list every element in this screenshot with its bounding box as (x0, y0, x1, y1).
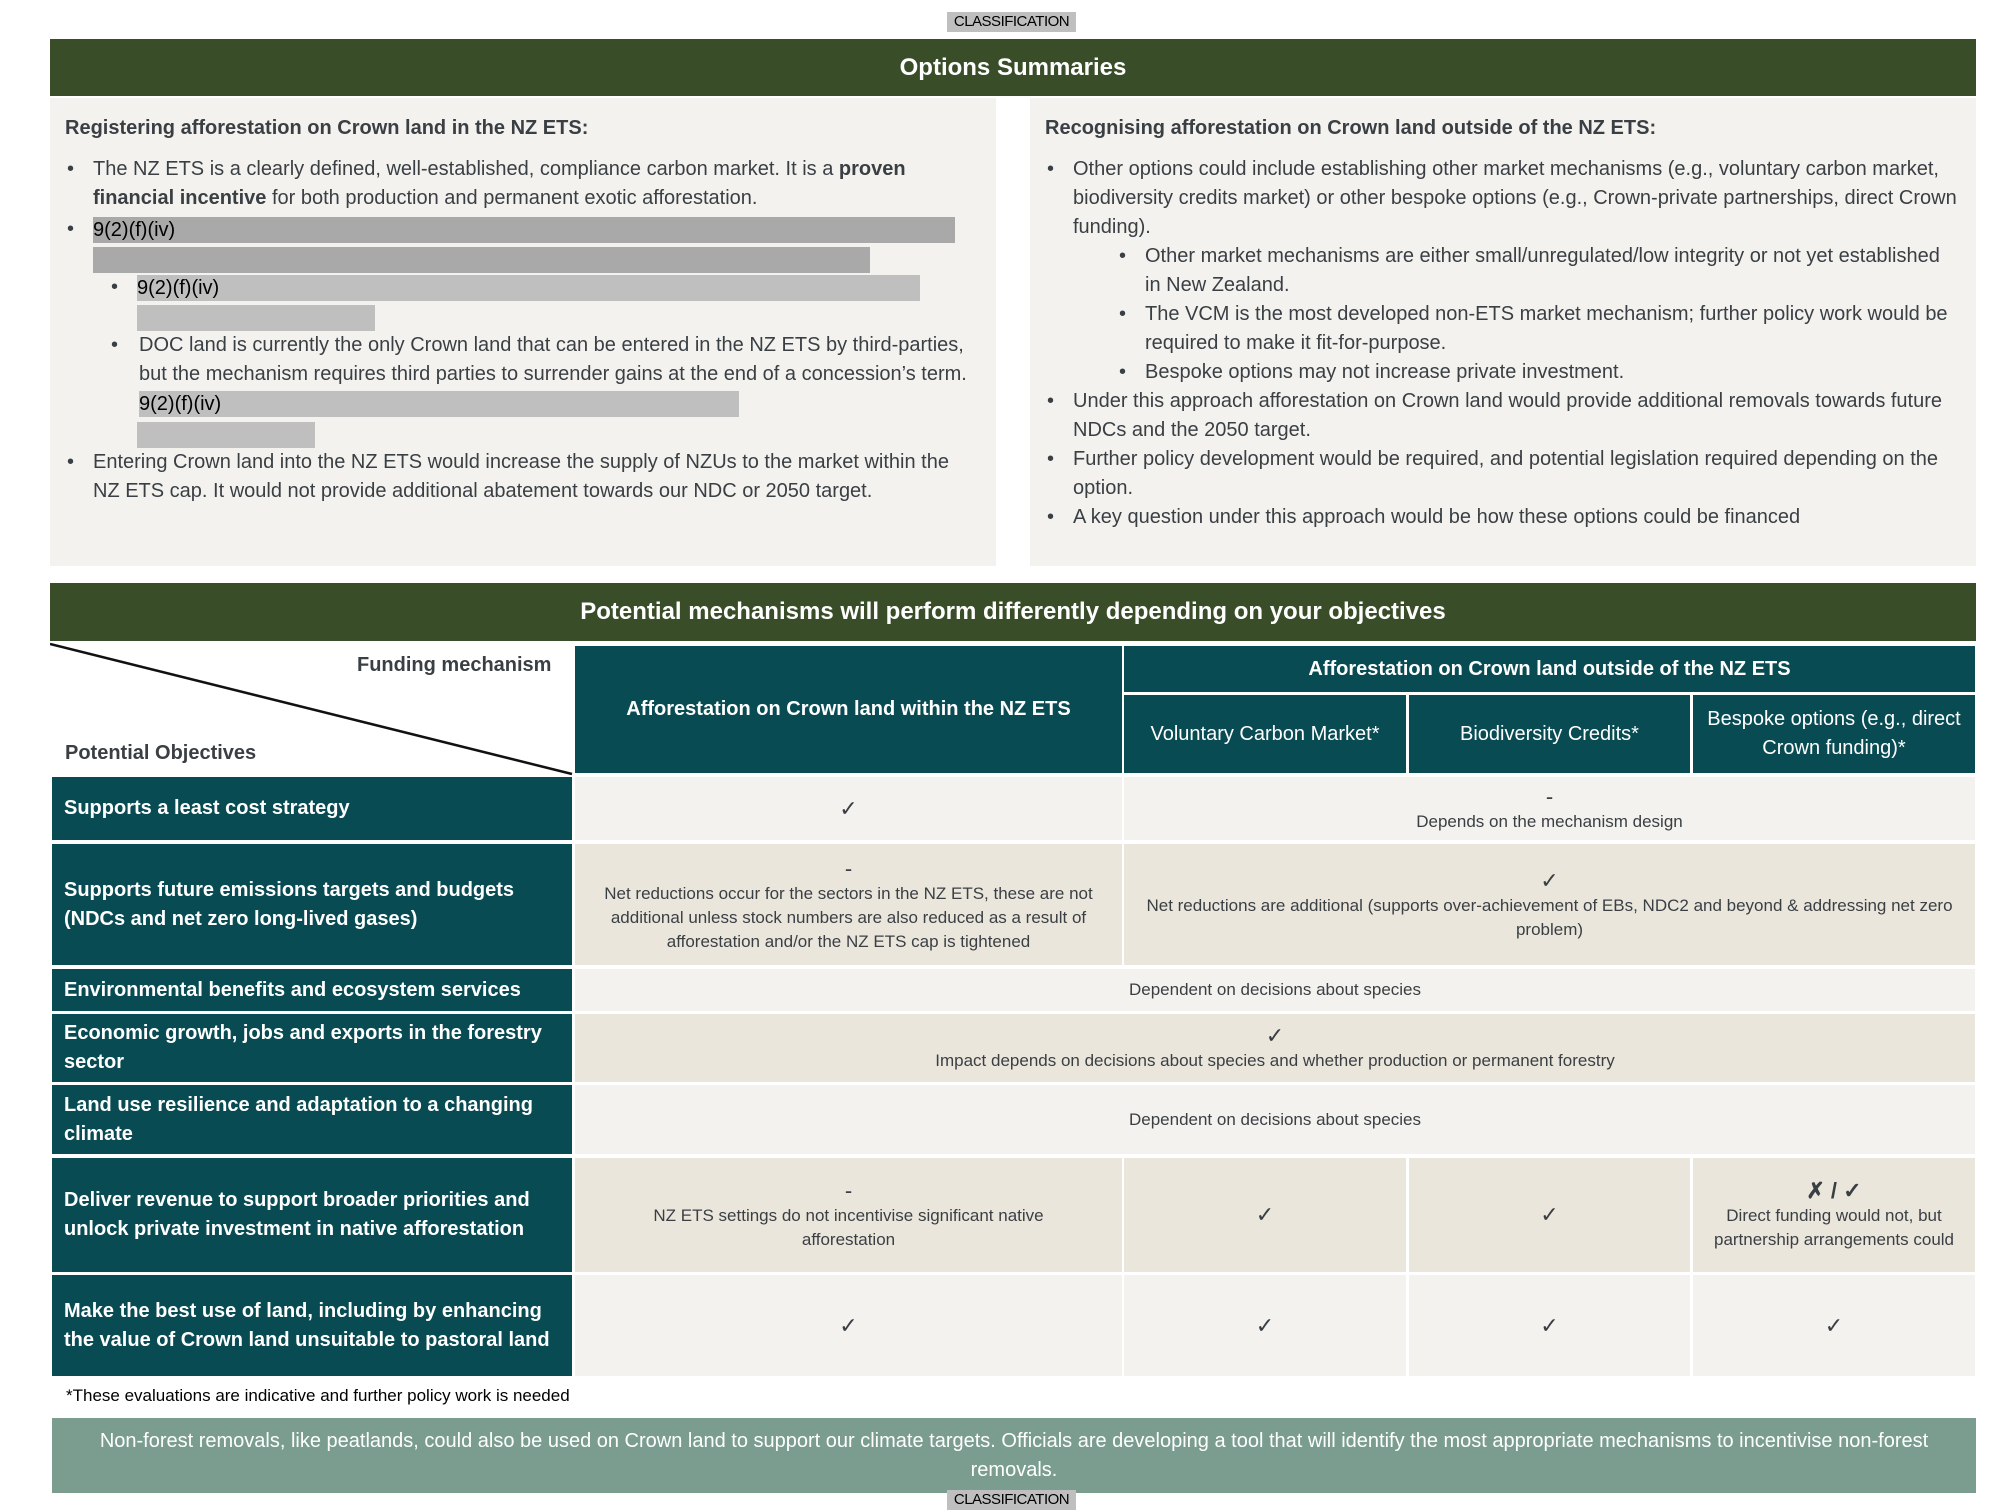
left-subbullet-doc (109, 331, 978, 447)
right-options-panel (1030, 98, 1976, 566)
cell-all (575, 1085, 1975, 1154)
redaction-box (137, 422, 315, 448)
cell-text: Dependent on decisions about species (1128, 1109, 1422, 1129)
left-panel-heading: Registering afforestation on Crown land in the NZ ETS: (65, 117, 589, 139)
cell-biodiversity (1409, 1158, 1690, 1272)
redaction-box: 9(2)(f)(iv) (93, 217, 955, 243)
check-icon: ✓ (839, 795, 858, 821)
objective-revenue: Deliver revenue to support broader priorities and unlock private investment in native afforestation (52, 1158, 572, 1272)
cell-within (575, 844, 1122, 965)
classification-label-top: CLASSIFICATION (947, 12, 1076, 32)
redaction-box: 9(2)(f)(iv) (139, 391, 739, 417)
check-icon: ✓ (839, 1312, 858, 1338)
check-icon: ✓ (1265, 1023, 1285, 1048)
column-header-bespoke: Bespoke options (e.g., direct Crown funding)* (1693, 695, 1975, 773)
left-bullet-redacted (65, 215, 978, 273)
cell-vcm (1124, 1275, 1406, 1376)
dash-icon: - (1545, 783, 1554, 809)
cell-text: NZ ETS settings do not incentivise significant native afforestation (653, 1206, 1044, 1249)
objective-land-use-resilience: Land use resilience and adaptation to a changing climate (52, 1085, 572, 1154)
column-header-outside-ets: Afforestation on Crown land outside of the NZ ETS (1124, 646, 1975, 692)
cell-bespoke (1693, 1275, 1975, 1376)
cross-check-icon: ✗ / ✓ (1806, 1178, 1862, 1203)
check-icon: ✓ (1540, 867, 1559, 893)
corner-potential-objectives: Potential Objectives (65, 742, 257, 764)
cell-text: Net reductions occur for the sectors in the NZ ETS, these are not additional unless stock numbers are also reduced as a result of afforestation and/or the NZ ETS cap is tightened (604, 883, 1093, 951)
left-bullet-last: • Entering Crown land into the NZ ETS would increase the supply of NZUs to the market within the NZ ETS cap. It would not provide additional abatement towards our NDC or 2050 target. (65, 448, 978, 506)
redaction-box (93, 247, 870, 273)
cell-text: Net reductions are additional (supports over-achievement of EBs, NDC2 and beyond & addressing net zero problem) (1146, 895, 1953, 939)
cell-within (575, 1158, 1122, 1272)
cell-text: Depends on the mechanism design (1416, 811, 1683, 831)
cell-bespoke (1693, 1158, 1975, 1272)
objective-least-cost: Supports a least cost strategy (52, 777, 572, 840)
bullet-text: DOC land is currently the only Crown land that can be entered in the NZ ETS by third-parties, but the mechanism requires third parties to surrender gains at the end of a concession’s term. (139, 334, 967, 386)
cell-all (575, 1014, 1975, 1082)
cell-within (575, 1275, 1122, 1376)
right-bullet: • Further policy development would be required, and potential legislation required depending on the option. (1045, 445, 1958, 503)
page-title: Options Summaries (50, 39, 1976, 96)
dash-icon: - (844, 855, 853, 881)
check-icon: ✓ (1824, 1312, 1844, 1338)
corner-funding-mechanism: Funding mechanism (357, 654, 552, 676)
cell-all (575, 969, 1975, 1011)
classification-label-bottom: CLASSIFICATION (947, 1490, 1076, 1510)
check-icon: ✓ (1255, 1312, 1275, 1338)
cell-outside (1124, 844, 1975, 965)
left-bullet-1 (65, 155, 978, 213)
right-subbullet: • The VCM is the most developed non-ETS market mechanism; further policy work would be required to make it fit-for-purpose. (1117, 300, 1958, 358)
bullet-text: for both production and permanent exotic afforestation. (266, 187, 758, 209)
left-options-panel (50, 98, 996, 566)
check-icon: ✓ (1540, 1202, 1559, 1227)
cell-outside (1124, 777, 1975, 840)
dash-icon: - (844, 1178, 853, 1203)
column-header-biodiversity: Biodiversity Credits* (1409, 695, 1690, 773)
table-title: Potential mechanisms will perform differently depending on your objectives (50, 583, 1976, 641)
cell-within (575, 777, 1122, 840)
right-subbullet: • Other market mechanisms are either small/unregulated/low integrity or not yet established in New Zealand. (1117, 242, 1958, 300)
column-header-vcm: Voluntary Carbon Market* (1124, 695, 1406, 773)
redaction-box (137, 305, 375, 331)
objective-economic-growth: Economic growth, jobs and exports in the forestry sector (52, 1014, 572, 1082)
footnote: *These evaluations are indicative and further policy work is needed (66, 1386, 570, 1405)
objective-best-use-of-land: Make the best use of land, including by enhancing the value of Crown land unsuitable to pastoral land (52, 1275, 572, 1376)
bottom-banner: Non-forest removals, like peatlands, could also be used on Crown land to support our climate targets. Officials are developing a tool that will identify the most appropriate mechanisms to incentivise non-forest removals. (52, 1418, 1976, 1493)
cell-text: Dependent on decisions about species (1128, 980, 1422, 999)
cell-text: Impact depends on decisions about species and whether production or permanent forestry (935, 1051, 1615, 1070)
left-subbullet-redacted (109, 273, 978, 331)
right-bullet: • A key question under this approach would be how these options could be financed (1045, 503, 1958, 532)
redaction-box: 9(2)(f)(iv) (137, 275, 920, 301)
check-icon: ✓ (1540, 1312, 1559, 1338)
objective-emissions-targets: Supports future emissions targets and budgets (NDCs and net zero long-lived gases) (52, 844, 572, 965)
right-bullet: • Other options could include establishing other market mechanisms (e.g., voluntary carbon market, biodiversity credits market) or other bespoke options (e.g., Crown-private partnerships, direct Crown funding). (1045, 155, 1958, 242)
check-icon: ✓ (1255, 1202, 1275, 1227)
objective-environmental: Environmental benefits and ecosystem services (52, 969, 572, 1011)
right-subbullet: • Bespoke options may not increase private investment. (1117, 358, 1958, 387)
right-bullet: • Under this approach afforestation on Crown land would provide additional removals towards future NDCs and the 2050 target. (1045, 387, 1958, 445)
bullet-bold-text: proven financial incentive (93, 158, 906, 209)
column-header-within-ets: Afforestation on Crown land within the NZ ETS (575, 646, 1122, 773)
bullet-text: The NZ ETS is a clearly defined, well-established, compliance carbon market. It is a (93, 158, 839, 180)
cell-vcm (1124, 1158, 1406, 1272)
cell-text: Direct funding would not, but partnership arrangements could (1713, 1206, 1955, 1249)
cell-biodiversity (1409, 1275, 1690, 1376)
right-panel-heading: Recognising afforestation on Crown land outside of the NZ ETS: (1045, 117, 1657, 139)
